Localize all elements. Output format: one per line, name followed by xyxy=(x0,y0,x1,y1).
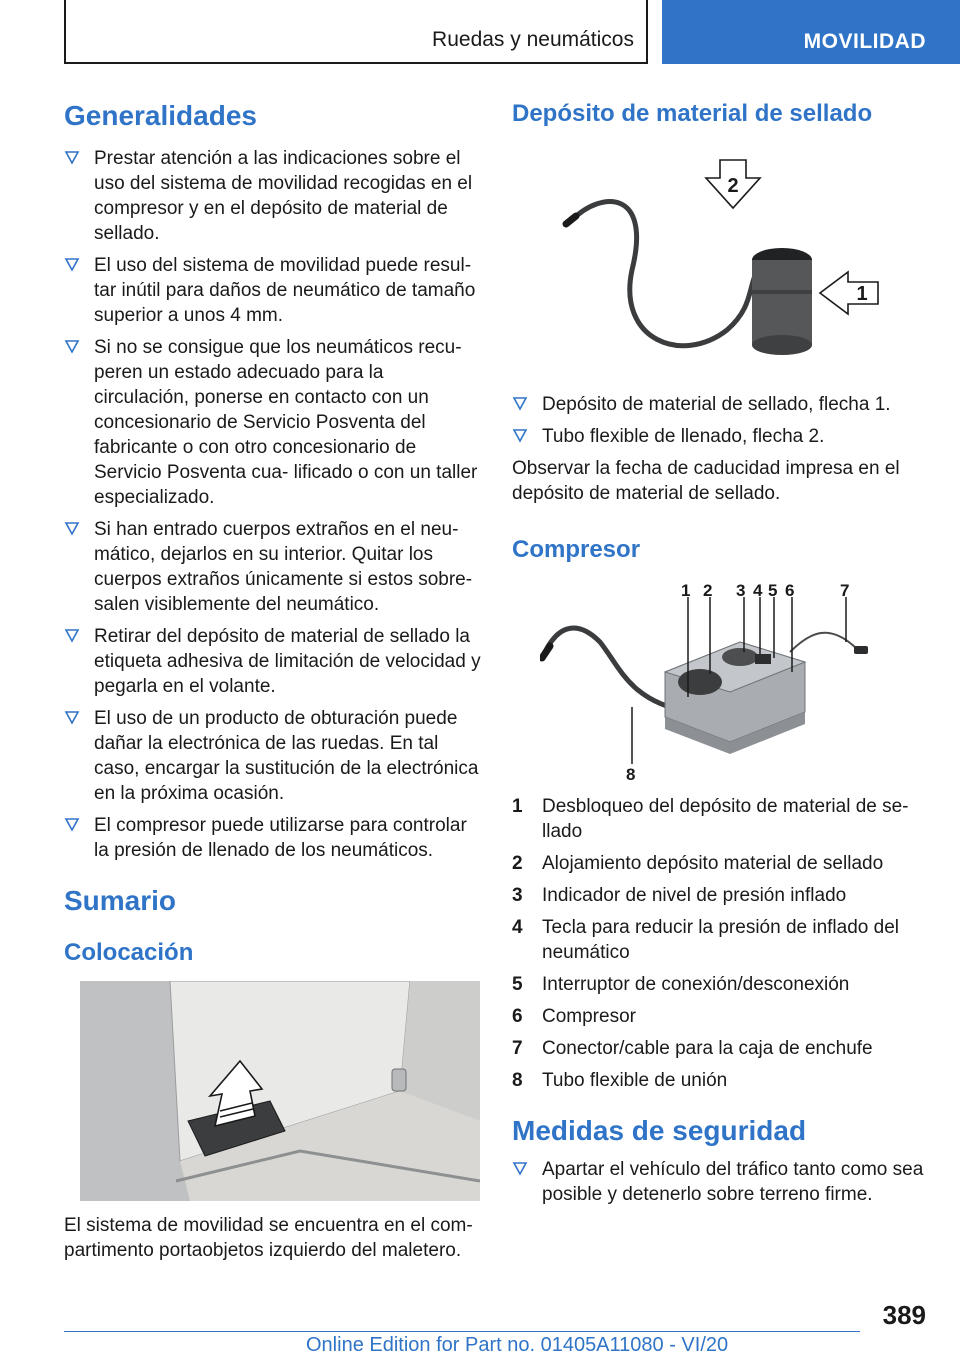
figure-label-1: 1 xyxy=(856,283,868,305)
list-item: Prestar atención a las indicaciones sobre el uso del sistema de movilidad recogidas en el compresor y en el depósito de material de sellado. xyxy=(64,146,482,246)
triangle-bullet-icon xyxy=(64,709,80,727)
triangle-bullet-icon xyxy=(512,395,528,413)
triangle-bullet-icon xyxy=(64,149,80,167)
heading-colocacion: Colocación xyxy=(64,939,194,966)
section-title: MOVILIDAD xyxy=(803,30,926,53)
right-column xyxy=(512,100,926,1214)
list-item: Retirar del depósito de material de sellado la etiqueta adhesiva de limitación de velocidad y pegarla en el volante. xyxy=(64,624,482,699)
heading-compresor: Compresor xyxy=(512,536,641,563)
triangle-bullet-icon xyxy=(512,1160,528,1178)
list-item: 4 Tecla para reducir la presión de inflado del neumático xyxy=(512,917,899,963)
list-item: 5 Interruptor de conexión/desconexión xyxy=(512,974,850,995)
figure-label-5: 5 xyxy=(768,582,778,600)
triangle-bullet-icon xyxy=(64,520,80,538)
generalidades-list xyxy=(64,146,482,863)
deposito-note: Observar la fecha de caducidad impresa en el depósito de material de sellado. xyxy=(512,458,900,504)
triangle-bullet-icon xyxy=(64,627,80,645)
figure-label-6: 6 xyxy=(785,582,795,600)
list-item: Tubo flexible de llenado, flecha 2. xyxy=(512,424,926,449)
list-item: El compresor puede utilizarse para controlar la presión de llenado de los neumáticos. xyxy=(64,813,482,863)
footer-divider xyxy=(64,1331,860,1332)
deposito-list xyxy=(512,392,926,449)
medidas-list xyxy=(512,1157,926,1207)
page-number: 389 xyxy=(882,1300,926,1330)
triangle-bullet-icon xyxy=(64,338,80,356)
triangle-bullet-icon xyxy=(64,256,80,274)
left-column xyxy=(64,100,482,1263)
figure-label-1: 1 xyxy=(681,582,691,600)
list-item: Si no se consigue que los neumáticos recu‐ peren un estado adecuado para la circulación, ponerse en contacto con un concesionario de Servicio Posventa del fabricante o con otro concesionario de Servicio Posventa cua‐ lificado o con un taller especializado. xyxy=(64,335,482,510)
list-item: Apartar el vehículo del tráfico tanto como sea posible y detenerlo sobre terreno firme. xyxy=(512,1157,926,1207)
header-section-tab xyxy=(662,0,960,64)
list-item: El uso del sistema de movilidad puede resul‐ tar inútil para daños de neumático de tamaño superior a unos 4 mm. xyxy=(64,253,482,328)
heading-generalidades: Generalidades xyxy=(64,100,257,131)
figure-label-8: 8 xyxy=(626,765,636,782)
list-item: 8 Tubo flexible de unión xyxy=(512,1070,728,1091)
trunk-compartment-illustration xyxy=(80,981,480,1201)
list-item: 3 Indicador de nivel de presión inflado xyxy=(512,885,847,906)
list-item: 1 Desbloqueo del depósito de material de se‐ llado xyxy=(512,796,909,842)
list-item: 6 Compresor xyxy=(512,1006,636,1027)
edition-text: Online Edition for Part no. 01405A11080 - VI/20 xyxy=(306,1334,729,1356)
triangle-bullet-icon xyxy=(64,816,80,834)
compressor-illustration xyxy=(540,582,880,782)
header-chapter-box xyxy=(64,0,648,64)
heading-deposito: Depósito de material de sellado xyxy=(512,100,873,127)
list-item: Si han entrado cuerpos extraños en el neu‐ mático, dejarlos en su interior. Quitar los cuerpos extraños únicamente si estos sobre‐ salen visiblemente del neumático. xyxy=(64,517,482,617)
triangle-bullet-icon xyxy=(512,427,528,445)
list-item: 7 Conector/cable para la caja de enchufe xyxy=(512,1038,873,1059)
list-item: 2 Alojamiento depósito material de sellado xyxy=(512,853,884,874)
list-item: El uso de un producto de obturación puede dañar la electrónica de las ruedas. En tal caso, encargar la sustitución de la electrónica en la próxima ocasión. xyxy=(64,706,482,806)
list-item: Depósito de material de sellado, flecha 1. xyxy=(512,392,926,417)
figure-label-4: 4 xyxy=(753,582,763,600)
heading-medidas: Medidas de seguridad xyxy=(512,1115,807,1146)
heading-sumario: Sumario xyxy=(64,885,177,916)
chapter-title: Ruedas y neumáticos xyxy=(432,28,634,51)
colocacion-text: El sistema de movilidad se encuentra en el com‐ partimento portaobjetos izquierdo del maletero. xyxy=(64,1215,473,1261)
figure-label-3: 3 xyxy=(736,582,746,600)
sealant-container-illustration xyxy=(562,150,882,370)
figure-label-7: 7 xyxy=(840,582,850,600)
compresor-legend xyxy=(512,794,926,1093)
figure-label-2: 2 xyxy=(727,175,739,197)
figure-label-2: 2 xyxy=(703,582,713,600)
